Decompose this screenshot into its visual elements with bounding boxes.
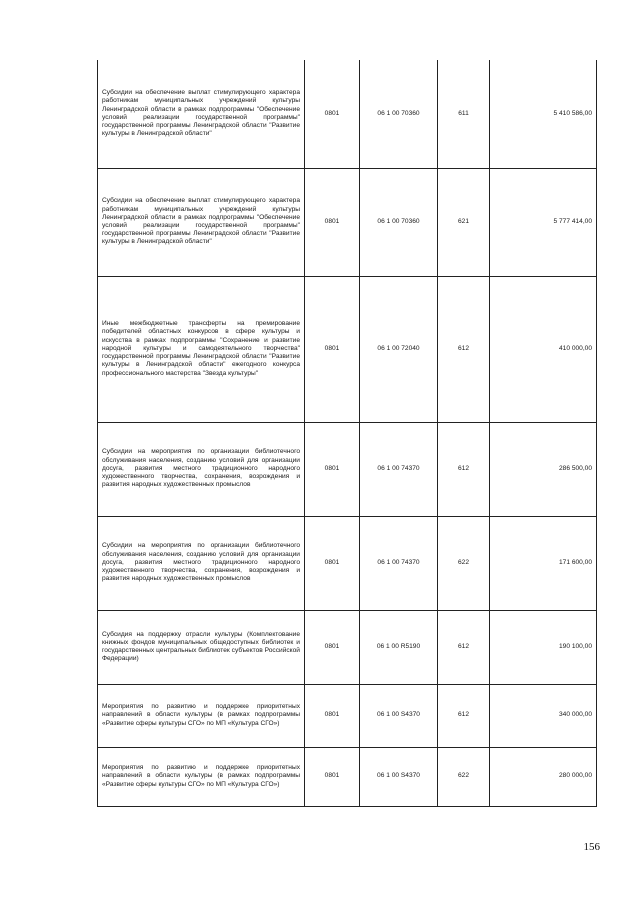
row-amount: 5 410 586,00	[490, 60, 597, 168]
row-target-code: 06 1 00 S4370	[360, 747, 438, 806]
budget-table	[97, 60, 597, 807]
row-description: Иные межбюджетные трансферты на премирование победителей областных конкурсов в сфере культуры и искусства в рамках подпрограммы "Сохранение и развитие народной культуры и самодеятельного творчества" государственной программы Ленинградской области "Развитие культуры в Ленинградской области" ежегодного конкурса профессионального мастерства "Звезда культуры"	[98, 276, 305, 422]
row-section-code: 0801	[305, 684, 360, 747]
row-amount: 340 000,00	[490, 684, 597, 747]
table-row	[98, 60, 597, 168]
row-section-code: 0801	[305, 60, 360, 168]
table-row	[98, 422, 597, 516]
row-amount: 190 100,00	[490, 610, 597, 684]
row-description: Субсидии на обеспечение выплат стимулирующего характера работникам муниципальных учреждений культуры Ленинградской области в рамках подпрограммы "Обеспечение условий реализации государственной программы" государственной программы Ленинградской области "Развитие культуры в Ленинградской области"	[98, 60, 305, 168]
row-description: Мероприятия по развитию и поддержке приоритетных направлений в области культуры (в рамках подпрограммы «Развитие сферы культуры СГО» по МП «Культура СГО»)	[98, 684, 305, 747]
row-expense-type: 622	[438, 516, 490, 610]
row-amount: 171 600,00	[490, 516, 597, 610]
row-expense-type: 612	[438, 276, 490, 422]
row-target-code: 06 1 00 S4370	[360, 684, 438, 747]
table-row	[98, 684, 597, 747]
row-expense-type: 621	[438, 168, 490, 276]
row-section-code: 0801	[305, 276, 360, 422]
table-row	[98, 610, 597, 684]
row-target-code: 06 1 00 74370	[360, 422, 438, 516]
row-section-code: 0801	[305, 516, 360, 610]
table-row	[98, 276, 597, 422]
row-amount: 280 000,00	[490, 747, 597, 806]
row-target-code: 06 1 00 R5190	[360, 610, 438, 684]
row-description: Субсидии на обеспечение выплат стимулирующего характера работникам муниципальных учреждений культуры Ленинградской области в рамках подпрограммы "Обеспечение условий реализации государственной программы" государственной программы Ленинградской области "Развитие культуры в Ленинградской области"	[98, 168, 305, 276]
row-section-code: 0801	[305, 747, 360, 806]
row-target-code: 06 1 00 72040	[360, 276, 438, 422]
row-description: Субсидии на мероприятия по организации библиотечного обслуживания населения, созданию условий для организации досуга, развития местного традиционного народного художественного творчества, сохранения, возрождения и развития народных художественных промыслов	[98, 422, 305, 516]
row-amount: 5 777 414,00	[490, 168, 597, 276]
row-expense-type: 612	[438, 422, 490, 516]
row-description: Мероприятия по развитию и поддержке приоритетных направлений в области культуры (в рамках подпрограммы «Развитие сферы культуры СГО» по МП «Культура СГО»)	[98, 747, 305, 806]
page-number: 156	[583, 841, 600, 853]
table-row	[98, 747, 597, 806]
row-target-code: 06 1 00 74370	[360, 516, 438, 610]
row-description: Субсидии на мероприятия по организации библиотечного обслуживания населения, созданию условий для организации досуга, развития местного традиционного народного художественного творчества, сохранения, возрождения и развития народных художественных промыслов	[98, 516, 305, 610]
row-section-code: 0801	[305, 610, 360, 684]
row-expense-type: 612	[438, 610, 490, 684]
row-expense-type: 611	[438, 60, 490, 168]
row-expense-type: 622	[438, 747, 490, 806]
row-description: Субсидия на поддержку отрасли культуры (Комплектование книжных фондов муниципальных общедоступных библиотек и государственных центральных библиотек субъектов Российской Федерации)	[98, 610, 305, 684]
row-amount: 286 500,00	[490, 422, 597, 516]
row-section-code: 0801	[305, 422, 360, 516]
table-row	[98, 168, 597, 276]
row-amount: 410 000,00	[490, 276, 597, 422]
row-target-code: 06 1 00 70360	[360, 168, 438, 276]
row-section-code: 0801	[305, 168, 360, 276]
row-target-code: 06 1 00 70360	[360, 60, 438, 168]
table-row	[98, 516, 597, 610]
row-expense-type: 612	[438, 684, 490, 747]
